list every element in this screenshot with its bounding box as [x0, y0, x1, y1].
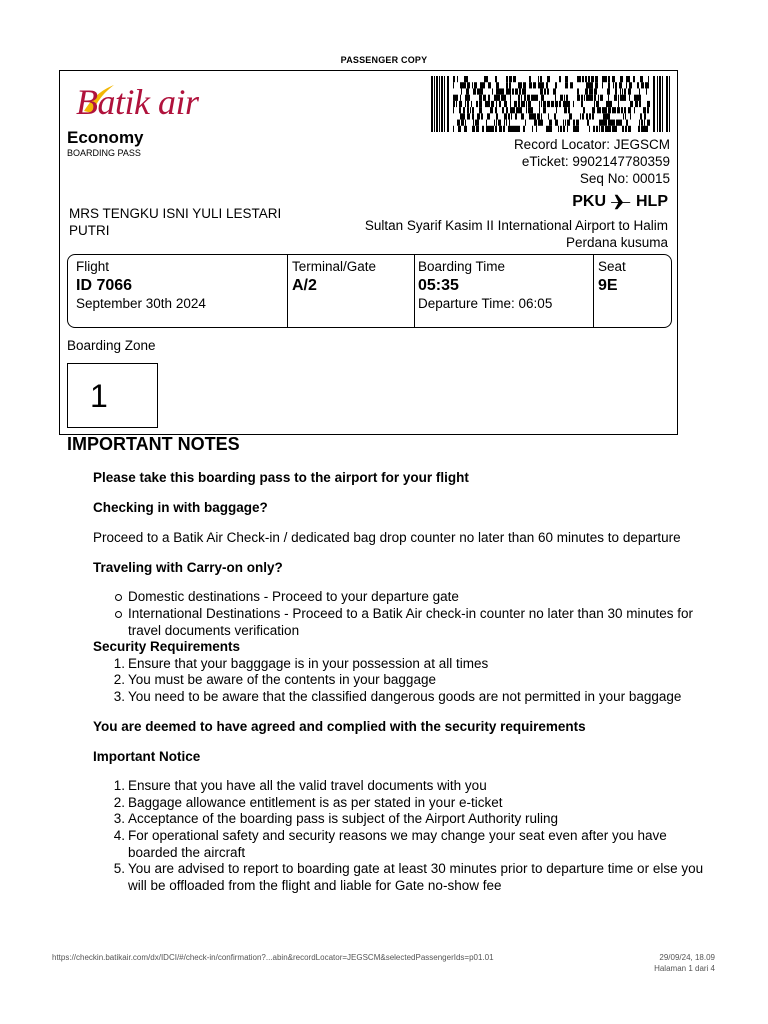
- boarding-zone-value: 1: [90, 378, 108, 414]
- boarding-time-value: 05:35: [418, 277, 459, 294]
- notes-title: IMPORTANT NOTES: [67, 434, 240, 454]
- list-item: 3. Acceptance of the boarding pass is subject of the Airport Authority ruling: [113, 811, 559, 826]
- route-codes: [572, 193, 668, 211]
- origin-code: PKU: [572, 193, 606, 210]
- boarding-pass-label: BOARDING PASS: [67, 148, 141, 158]
- passenger-name: MRS TENGKU ISNI YULI LESTARI PUTRI: [69, 206, 282, 238]
- airline-name: Batik air: [76, 82, 199, 122]
- cabin-class: Economy: [67, 128, 144, 147]
- gate-label: Terminal/Gate: [292, 259, 377, 274]
- sequence-number: Seq No: 00015: [579, 171, 670, 186]
- bullet-icon: [115, 611, 122, 618]
- pdf417-barcode: [431, 76, 671, 132]
- departure-time: Departure Time: 06:05: [418, 296, 553, 311]
- boarding-time-cell: [414, 255, 594, 327]
- notes-intro: Please take this boarding pass to the airport for your flight: [93, 470, 469, 485]
- footer-datetime: 29/09/24, 18.09: [659, 953, 715, 962]
- boarding-time-label: Boarding Time: [418, 259, 506, 274]
- footer-url: https://checkin.batikair.com/dx/IDCI/#/check-in/confirmation?...abin&recordLocator=JEGSCM&selectedPassengerIds=p01.01: [52, 953, 494, 962]
- notice-heading: Important Notice: [93, 749, 201, 764]
- important-notes: [67, 434, 727, 893]
- list-item: 5. You are advised to report to boarding gate at least 30 minutes prior to departure time or else you will be offloaded from the flight and liable for Gate no-show fee: [113, 861, 704, 893]
- list-item: 4. For operational safety and security reasons we may change your seat even after you have boarded the aircraft: [113, 828, 667, 860]
- footer-page-number: Halaman 1 dari 4: [654, 964, 715, 973]
- list-item: 2. Baggage allowance entitlement is as per stated in your e-ticket: [113, 795, 503, 810]
- list-item: 2. You must be aware of the contents in your baggage: [113, 672, 436, 687]
- list-item: 3. You need to be aware that the classified dangerous goods are not permitted in your baggage: [113, 689, 682, 704]
- flight-date: September 30th 2024: [76, 296, 206, 311]
- boarding-zone-box: [67, 363, 158, 428]
- flight-number: ID 7066: [76, 277, 133, 294]
- passenger-copy-label: PASSENGER COPY: [340, 55, 428, 65]
- destination-code: HLP: [636, 193, 668, 210]
- boarding-zone-label: Boarding Zone: [67, 338, 156, 353]
- flight-cell: [68, 255, 287, 327]
- route-description: Sultan Syarif Kasim II International Airport to Halim Perdana kusuma: [364, 218, 668, 250]
- seat-value: 9E: [598, 277, 618, 294]
- gate-value: A/2: [292, 277, 317, 294]
- airplane-icon: [610, 193, 632, 211]
- agreement-text: You are deemed to have agreed and complied with the security requirements: [93, 719, 586, 734]
- batik-air-logo: [68, 77, 248, 127]
- carryon-heading: Traveling with Carry-on only?: [93, 560, 283, 575]
- baggage-heading: Checking in with baggage?: [93, 500, 268, 515]
- flight-label: Flight: [76, 259, 110, 274]
- record-locator: Record Locator: JEGSCM: [513, 137, 670, 152]
- security-heading: Security Requirements: [93, 639, 241, 654]
- bullet-icon: [115, 594, 122, 601]
- seat-cell: [593, 255, 672, 327]
- list-item: International Destinations - Proceed to a Batik Air check-in counter no later than 30 minutes for travel documents verification: [128, 606, 708, 639]
- flight-info-box: [67, 254, 672, 328]
- seat-label: Seat: [598, 259, 626, 274]
- list-item: 1. Ensure that you have all the valid travel documents with you: [113, 778, 487, 793]
- boarding-pass-card: [59, 70, 678, 435]
- list-item: Domestic destinations - Proceed to your departure gate: [128, 589, 708, 606]
- baggage-text: Proceed to a Batik Air Check-in / dedicated bag drop counter no later than 60 minutes to departure: [93, 530, 681, 545]
- gate-cell: [287, 255, 415, 327]
- list-item: 1. Ensure that your bagggage is in your possession at all times: [113, 656, 489, 671]
- eticket-number: eTicket: 9902147780359: [521, 154, 670, 169]
